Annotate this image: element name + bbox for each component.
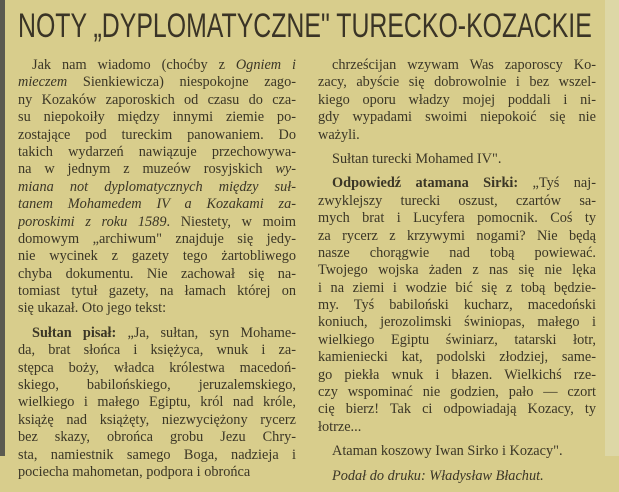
italic-text: poroskimi z roku 1589 xyxy=(18,213,167,230)
text-segment: su niepokoiły między innymi ziemie po- xyxy=(18,109,296,126)
text-segment: . Niestety, w moim xyxy=(166,213,296,230)
paragraph xyxy=(18,325,296,482)
text-line xyxy=(318,367,596,384)
text-line xyxy=(18,342,296,359)
text-segment: wielkiego i małego Egiptu, król nad króle, xyxy=(18,394,296,411)
text-line xyxy=(18,394,296,411)
text-line xyxy=(318,262,596,279)
text-segment: Jak nam wiadomo (choćby z xyxy=(32,57,236,73)
text-line xyxy=(318,314,596,331)
text-segment: mych brat i Lucyfera pomocnik. Coś ty xyxy=(318,210,596,227)
text-line xyxy=(18,92,296,109)
italic-text: Ogniem i xyxy=(235,57,296,73)
text-segment: czy wspominać nie godzien, pało — czort xyxy=(318,384,596,401)
text-line xyxy=(318,349,596,366)
text-line xyxy=(18,447,296,464)
text-segment: „Tyś naj- xyxy=(518,175,596,192)
text-segment: zostające pod tureckim panowaniem. Do xyxy=(18,126,296,143)
text-segment: łotrze... xyxy=(318,418,362,435)
scan-edge-right xyxy=(605,0,619,456)
paragraph xyxy=(18,57,296,318)
text-line xyxy=(18,214,296,231)
text-line xyxy=(318,228,596,245)
text-segment: i na ziemi i wodzie bić się z tobą będzie- xyxy=(318,279,596,296)
text-segment: chrześcijan wzywam Was zaporoscy Ko- xyxy=(332,57,596,73)
bold-text: Sułtan pisał: xyxy=(32,324,117,341)
text-segment: za rycerz z krzywymi nogami? Nie będą xyxy=(318,227,596,244)
text-segment: nie wycinek z gazety tego żartobliwego xyxy=(18,248,296,265)
text-line xyxy=(318,74,596,91)
text-line xyxy=(18,325,296,342)
italic-text: Podał do druku: Władysław Błachut. xyxy=(332,467,544,484)
text-segment: skiego, babilońskiego, jeruzalemskiego, xyxy=(18,377,296,394)
text-segment: cię bierz! Tak ci odpowiadają Kozacy, ty xyxy=(318,401,596,418)
text-line xyxy=(318,151,596,168)
text-line xyxy=(18,231,296,248)
text-line xyxy=(318,297,596,314)
text-line xyxy=(18,57,296,74)
text-line xyxy=(18,412,296,429)
text-segment: zwyklejszy turecki oszust, czartów sa- xyxy=(318,192,596,209)
text-line xyxy=(318,332,596,349)
text-line xyxy=(318,468,596,485)
text-segment: my. Tyś babiloński kucharz, macedoński xyxy=(318,297,596,314)
article-title: NOTY „DYPLOMATYCZNE" TURECKO-KOZACKIE xyxy=(18,7,592,45)
text-segment: ważyli. xyxy=(318,126,360,143)
text-segment: Sienkiewicza) niespokojne zago- xyxy=(67,74,296,91)
text-segment: go piekła wnuk i błazen. Wielkichś rze- xyxy=(318,366,596,383)
italic-text: tanem Mohamedem IV a Kozakami za- xyxy=(18,196,296,213)
text-segment: kamieniecki kat, podolski złodziej, same- xyxy=(318,349,596,366)
text-line xyxy=(18,127,296,144)
text-line xyxy=(318,210,596,227)
text-line xyxy=(18,300,296,317)
text-line xyxy=(318,384,596,401)
text-segment: się ukazał. Oto jego tekst: xyxy=(18,300,167,317)
text-line xyxy=(18,179,296,196)
paragraph xyxy=(318,443,596,460)
text-segment: gdy wypadami swoimi niepokoić się nie xyxy=(318,109,596,126)
bold-text: Odpowiedź atamana Sirki: xyxy=(332,175,519,192)
text-line xyxy=(18,144,296,161)
italic-text: miana not dyplomatycznych między suł- xyxy=(18,178,296,195)
text-line xyxy=(318,175,596,192)
text-line xyxy=(18,266,296,283)
text-line xyxy=(318,127,596,144)
text-segment: Ataman koszowy Iwan Sirko i Kozacy". xyxy=(332,443,563,460)
article-column-left xyxy=(18,57,296,488)
article-column-right xyxy=(318,57,596,492)
text-segment: na w jednym z muzeów rosyjskich xyxy=(18,161,276,178)
text-segment: ny Kozaków zaporoskich od czasu do cza- xyxy=(18,91,296,108)
text-line xyxy=(18,377,296,394)
text-segment: „Ja, sułtan, syn Mohame- xyxy=(116,324,296,341)
text-segment: wielkiego Egiptu świniarz, tatarski łotr, xyxy=(318,331,596,348)
text-line xyxy=(18,196,296,213)
text-line xyxy=(318,245,596,262)
text-segment: stępca boży, władca królestwa macedoń- xyxy=(18,359,296,376)
text-segment: Twojego wojska żaden z nas się nie lęka xyxy=(318,262,596,279)
text-segment: zacy, abyście się dobrowolnie i bez wszel- xyxy=(318,74,596,91)
text-line xyxy=(18,109,296,126)
text-segment: chyba dokumentu. Nie zachował się na- xyxy=(18,265,296,282)
text-line xyxy=(318,92,596,109)
text-segment: kiego oporu władzy mojej poddali i ni- xyxy=(318,91,596,108)
text-segment: da, brat słońca i księżyca, wnuk i za- xyxy=(18,342,296,359)
text-segment: tomiast tytuł gazety, na łamach której on xyxy=(18,283,296,300)
text-line xyxy=(318,443,596,460)
text-line xyxy=(318,280,596,297)
italic-text: wy- xyxy=(275,161,296,178)
text-line xyxy=(18,161,296,178)
paragraph xyxy=(318,468,596,485)
text-segment: książę nad książęty, niezwyciężony rycerz xyxy=(18,411,296,428)
text-line xyxy=(18,360,296,377)
text-line xyxy=(318,57,596,74)
text-line xyxy=(18,74,296,91)
text-line xyxy=(318,193,596,210)
italic-text: mieczem xyxy=(18,74,68,91)
paragraph xyxy=(318,57,596,144)
text-line xyxy=(318,419,596,436)
text-segment: sta, namiestnik samego Boga, nadzieja i xyxy=(18,446,296,463)
text-line xyxy=(18,429,296,446)
text-line xyxy=(18,283,296,300)
text-segment: pociecha mahometan, podpora i obrońca xyxy=(18,463,251,480)
paragraph xyxy=(318,151,596,168)
text-line xyxy=(318,401,596,418)
text-segment: Sułtan turecki Mohamed IV". xyxy=(332,150,502,167)
paragraph xyxy=(318,175,596,436)
text-segment: domowym „archiwum" znajduje się jedy- xyxy=(18,230,296,247)
text-line xyxy=(18,464,296,481)
text-segment: bez skazy, obrońca grobu Jezu Chry- xyxy=(18,429,296,446)
text-segment: koniuch, jerozolimski świniopas, małego i xyxy=(318,314,596,331)
text-line xyxy=(318,109,596,126)
text-segment: takich wydarzeń nawiązuje przechowywa- xyxy=(18,143,296,160)
text-segment: nasze chorągwie nad tobą powiewać. xyxy=(318,244,596,261)
scan-edge-left xyxy=(0,0,5,456)
text-line xyxy=(18,248,296,265)
